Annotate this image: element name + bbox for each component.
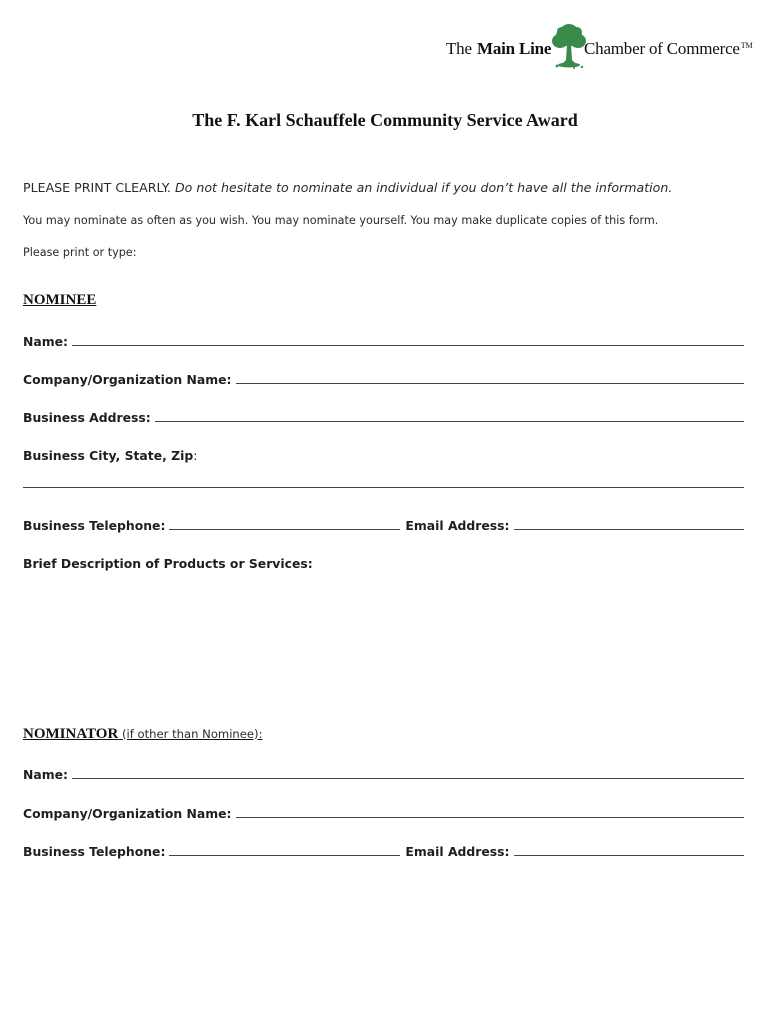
nominator-name-line[interactable]	[72, 778, 744, 779]
nominator-telephone-label: Business Telephone:	[23, 844, 166, 859]
nominator-telephone-line[interactable]	[169, 855, 400, 856]
nominee-company-line[interactable]	[236, 383, 744, 384]
nominee-description-field	[23, 553, 744, 571]
nominator-name-label: Name:	[23, 767, 69, 782]
nominee-city-label: Business City, State, Zip:	[23, 448, 198, 463]
nominator-contact-field[interactable]	[23, 841, 744, 859]
print-clearly-text: PLEASE PRINT CLEARLY.	[23, 180, 171, 195]
trademark-mark: TM	[740, 41, 753, 50]
intro-line-1	[23, 180, 672, 195]
nominee-city-field	[23, 445, 744, 463]
nominee-company-field[interactable]	[23, 369, 744, 387]
logo-prefix: The	[446, 39, 472, 58]
nominee-address-label: Business Address:	[23, 410, 151, 425]
nominee-heading: NOMINEE	[23, 292, 97, 308]
nominator-name-field[interactable]	[23, 764, 744, 782]
nominator-company-line[interactable]	[236, 817, 744, 818]
chamber-logo	[446, 22, 756, 70]
nominee-name-label: Name:	[23, 334, 69, 349]
intro-line-3: Please print or type:	[23, 246, 137, 259]
logo-brand: Main Line	[477, 39, 552, 58]
nominee-contact-field[interactable]	[23, 515, 744, 533]
nominee-email-line[interactable]	[514, 529, 744, 530]
nominee-email-label: Email Address:	[405, 518, 510, 533]
hesitate-text: Do not hesitate to nominate an individual if you don’t have all the information.	[174, 180, 673, 195]
nominee-address-line[interactable]	[155, 421, 744, 422]
nominee-name-field[interactable]	[23, 331, 744, 349]
nominee-telephone-label: Business Telephone:	[23, 518, 166, 533]
tree-icon	[550, 22, 588, 70]
logo-suffix: Chamber of Commerce™	[584, 39, 753, 58]
nominee-address-field[interactable]	[23, 407, 744, 425]
nominator-company-label: Company/Organization Name:	[23, 806, 232, 821]
nominator-company-field[interactable]	[23, 803, 744, 821]
nominator-note: (if other than Nominee):	[122, 727, 263, 741]
nominator-heading: NOMINATOR (if other than Nominee):	[23, 726, 263, 742]
nominee-city-line[interactable]	[23, 487, 744, 488]
intro-line-2: You may nominate as often as you wish. You may nominate yourself. You may make duplicate copies of this form.	[23, 214, 659, 227]
nominee-telephone-line[interactable]	[169, 529, 400, 530]
nominee-description-label: Brief Description of Products or Services:	[23, 556, 313, 571]
nominee-company-label: Company/Organization Name:	[23, 372, 232, 387]
nominator-email-label: Email Address:	[405, 844, 510, 859]
nominee-name-line[interactable]	[72, 345, 744, 346]
award-title: The F. Karl Schauffele Community Service Award	[192, 110, 578, 130]
nominator-email-line[interactable]	[514, 855, 744, 856]
